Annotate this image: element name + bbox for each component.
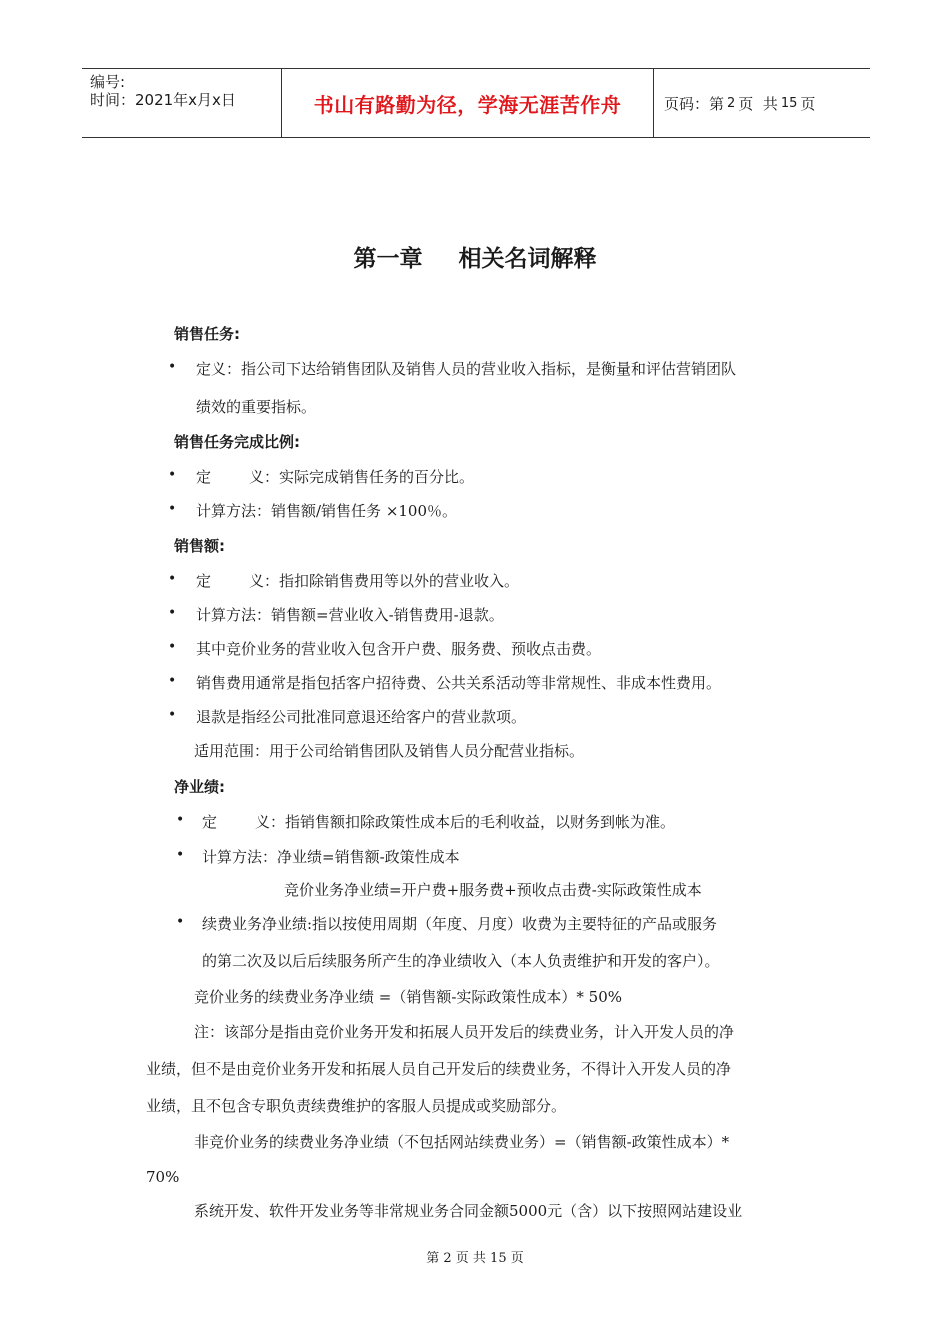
header-motto-cell	[282, 69, 654, 137]
bullet: •	[176, 914, 185, 930]
page-footer: 第 2 页 共 15 页	[426, 1251, 524, 1266]
section-heading-sales-task: 销售任务:	[174, 325, 240, 343]
bullet: •	[176, 847, 185, 863]
bullet: •	[168, 639, 177, 655]
chapter-number: 第一章	[353, 246, 423, 272]
bullet: •	[168, 467, 177, 483]
section-heading-completion-ratio: 销售任务完成比例:	[174, 433, 300, 451]
sales-amount-item3: 退款是指经公司批准同意退还给客户的营业款项。	[196, 708, 527, 726]
page-end: 页	[800, 94, 816, 113]
def-char-a: 定	[196, 572, 212, 590]
bid-renew-formula: 竞价业务的续费业务净业绩 =（销售额-实际政策性成本）* 50%	[194, 988, 623, 1006]
sales-amount-scope: 适用范围：用于公司给销售团队及销售人员分配营业指标。	[194, 742, 585, 760]
header-meta	[82, 69, 282, 137]
chapter-title	[0, 240, 950, 273]
bullet: •	[168, 707, 177, 723]
number-label: 编号:	[90, 73, 126, 91]
net-calc: 计算方法：净业绩=销售额-政策性成本	[202, 848, 460, 866]
note-line2: 业绩，但不是由竞价业务开发和拓展人员自己开发后的续费业务，不得计入开发人员的净	[146, 1060, 732, 1078]
sales-amount-def	[196, 570, 519, 591]
time-label: 时间：2021年x月x日	[90, 91, 236, 109]
header-page-info	[654, 69, 870, 137]
net-calc-bid: 竞价业务净业绩=开户费+服务费+预收点击费-实际政策性成本	[284, 881, 702, 899]
motto: 书山有路勤为径，学海无涯苦作舟	[313, 92, 622, 117]
sales-amount-calc: 计算方法：销售额=营业收入-销售费用-退款。	[196, 606, 504, 624]
sales-task-def-line1: 定义：指公司下达给销售团队及销售人员的营业收入指标，是衡量和评估营销团队	[196, 360, 737, 378]
note-line1: 注：该部分是指由竞价业务开发和拓展人员开发后的续费业务，计入开发人员的净	[194, 1023, 735, 1041]
page-mid: 页 共	[738, 94, 778, 113]
renew-line2: 的第二次及以后后续服务所产生的净业绩收入（本人负责维护和开发的客户）。	[202, 952, 720, 970]
system-dev-line: 系统开发、软件开发业务等非常规业务合同金额5000元（含）以下按照网站建设业	[194, 1202, 743, 1220]
bullet: •	[176, 812, 185, 828]
bullet: •	[168, 673, 177, 689]
note-line3: 业绩，且不包含专职负责续费维护的客服人员提成或奖励部分。	[146, 1097, 567, 1115]
net-def	[202, 811, 675, 832]
sales-amount-item1: 其中竞价业务的营业收入包含开户费、服务费、预收点击费。	[196, 640, 602, 658]
def-char-a: 定	[196, 468, 212, 486]
def-char-a: 定	[202, 813, 218, 831]
page-header	[82, 68, 870, 138]
completion-def	[196, 466, 474, 487]
bullet: •	[168, 605, 177, 621]
nonbid-line1: 非竞价业务的续费业务净业绩（不包括网站续费业务）=（销售额-政策性成本）*	[194, 1133, 730, 1151]
section-heading-sales-amount: 销售额:	[174, 537, 225, 555]
page-label: 页码：第	[664, 94, 725, 113]
completion-calc: 计算方法：销售额/销售任务 ×100％。	[196, 502, 458, 520]
page-total: 15	[780, 95, 798, 111]
def-rest: 义：指销售额扣除政策性成本后的毛利收益，以财务到帐为准。	[255, 813, 676, 831]
nonbid-line2: 70%	[146, 1168, 180, 1186]
page-number: 2	[727, 95, 736, 111]
def-rest: 义：实际完成销售任务的百分比。	[249, 468, 475, 486]
renew-line1: 续费业务净业绩:指以按使用周期（年度、月度）收费为主要特征的产品或服务	[202, 915, 718, 933]
bullet: •	[168, 501, 177, 517]
def-rest: 义：指扣除销售费用等以外的营业收入。	[249, 572, 520, 590]
sales-task-def-line2: 绩效的重要指标。	[196, 398, 317, 416]
section-heading-net-performance: 净业绩:	[174, 778, 225, 796]
bullet: •	[168, 571, 177, 587]
chapter-heading: 相关名词解释	[458, 246, 597, 272]
sales-amount-item2: 销售费用通常是指包括客户招待费、公共关系活动等非常规性、非成本性费用。	[196, 674, 722, 692]
bullet: •	[168, 359, 177, 375]
